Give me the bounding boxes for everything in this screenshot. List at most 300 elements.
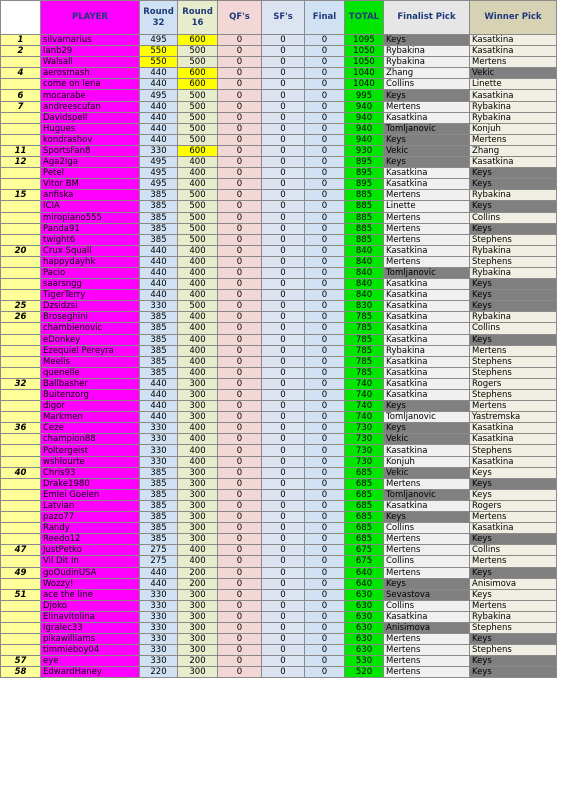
rank-cell [1, 267, 41, 278]
winner-pick-header: Winner Pick [470, 1, 557, 35]
round16-score: 400 [178, 434, 218, 445]
round32-score: 385 [140, 478, 178, 489]
table-row [1, 157, 557, 168]
table-row [1, 323, 557, 334]
round32-score: 440 [140, 401, 178, 412]
round32-score: 440 [140, 123, 178, 134]
winner-pick: Keys [470, 567, 557, 578]
player-name: eDonkey [41, 334, 140, 345]
player-name: anfiska [41, 190, 140, 201]
total-score: 675 [345, 556, 384, 567]
total-score: 630 [345, 634, 384, 645]
round32-score: 330 [140, 434, 178, 445]
round32-score: 440 [140, 112, 178, 123]
qf-score: 0 [218, 556, 262, 567]
table-row [1, 90, 557, 101]
round16-score: 500 [178, 234, 218, 245]
player-name: happydayhk [41, 256, 140, 267]
finalist-pick: Tomljanovic [384, 489, 470, 500]
player-name: Djoko [41, 600, 140, 611]
rank-header [1, 1, 41, 35]
table-row [1, 35, 557, 46]
player-name: aerosmash [41, 68, 140, 79]
winner-pick: Kasatkina [470, 90, 557, 101]
round32-score: 330 [140, 656, 178, 667]
rank-cell [1, 356, 41, 367]
sf-score: 0 [262, 79, 305, 90]
player-name: miropiano555 [41, 212, 140, 223]
winner-pick: Rybakina [470, 112, 557, 123]
finalist-pick: Tomljanovic [384, 412, 470, 423]
sf-score: 0 [262, 223, 305, 234]
player-name: Aga2Iga [41, 157, 140, 168]
player-name: Markmen [41, 412, 140, 423]
winner-pick: Keys [470, 290, 557, 301]
player-name: Panda91 [41, 223, 140, 234]
total-header: TOTAL [345, 1, 384, 35]
rank-cell: 32 [1, 378, 41, 389]
round32-score: 440 [140, 290, 178, 301]
round32-score: 330 [140, 611, 178, 622]
table-row [1, 667, 557, 678]
finalist-pick: Kasatkina [384, 445, 470, 456]
round32-score: 550 [140, 46, 178, 57]
rank-cell: 25 [1, 301, 41, 312]
rank-cell [1, 179, 41, 190]
round32-score: 440 [140, 390, 178, 401]
final-score: 0 [305, 567, 345, 578]
sf-score: 0 [262, 600, 305, 611]
qf-score: 0 [218, 600, 262, 611]
table-row [1, 101, 557, 112]
player-name: kondrashov [41, 134, 140, 145]
final-score: 0 [305, 57, 345, 68]
rank-cell [1, 168, 41, 179]
rank-cell [1, 500, 41, 511]
winner-pick: Mertens [470, 134, 557, 145]
total-score: 840 [345, 267, 384, 278]
winner-pick: Keys [470, 589, 557, 600]
winner-pick: Kasatkina [470, 434, 557, 445]
player-header: PLAYER [41, 1, 140, 35]
finalist-pick: Mertens [384, 534, 470, 545]
final-score: 0 [305, 145, 345, 156]
finalist-pick: Collins [384, 600, 470, 611]
sf-score: 0 [262, 534, 305, 545]
sf-score: 0 [262, 567, 305, 578]
round16-score: 400 [178, 168, 218, 179]
final-score: 0 [305, 512, 345, 523]
table-row [1, 600, 557, 611]
sf-score: 0 [262, 578, 305, 589]
header-row [1, 1, 557, 35]
total-score: 530 [345, 656, 384, 667]
player-name: JustPetko [41, 545, 140, 556]
sf-score: 0 [262, 489, 305, 500]
round16-score: 400 [178, 157, 218, 168]
qf-score: 0 [218, 390, 262, 401]
qf-score: 0 [218, 667, 262, 678]
round32-score: 495 [140, 90, 178, 101]
rank-cell: 36 [1, 423, 41, 434]
round16-score: 300 [178, 378, 218, 389]
final-score: 0 [305, 223, 345, 234]
final-score: 0 [305, 434, 345, 445]
round32-score: 440 [140, 412, 178, 423]
finalist-pick: Keys [384, 35, 470, 46]
final-score: 0 [305, 212, 345, 223]
round16-score: 400 [178, 245, 218, 256]
table-row [1, 312, 557, 323]
round32-score: 385 [140, 201, 178, 212]
qf-score: 0 [218, 190, 262, 201]
total-score: 685 [345, 489, 384, 500]
round16-score: 400 [178, 334, 218, 345]
finalist-pick: Tomljanovic [384, 123, 470, 134]
final-score: 0 [305, 123, 345, 134]
finalist-pick: Collins [384, 556, 470, 567]
round16-score: 400 [178, 323, 218, 334]
total-score: 630 [345, 622, 384, 633]
winner-pick: Rogers [470, 500, 557, 511]
final-score: 0 [305, 168, 345, 179]
rank-cell [1, 201, 41, 212]
rank-cell [1, 234, 41, 245]
final-score: 0 [305, 68, 345, 79]
rank-cell [1, 600, 41, 611]
round16-score: 500 [178, 112, 218, 123]
winner-pick: Mertens [470, 401, 557, 412]
rank-cell [1, 256, 41, 267]
round16-score: 400 [178, 290, 218, 301]
qf-score: 0 [218, 545, 262, 556]
qf-score: 0 [218, 223, 262, 234]
round16-score: 600 [178, 145, 218, 156]
table-row [1, 434, 557, 445]
round32-score: 440 [140, 578, 178, 589]
qf-score: 0 [218, 267, 262, 278]
finalist-pick: Kasatkina [384, 301, 470, 312]
round32-score: 385 [140, 356, 178, 367]
table-row [1, 656, 557, 667]
rank-cell [1, 512, 41, 523]
sf-score: 0 [262, 245, 305, 256]
finalist-pick: Kasatkina [384, 500, 470, 511]
player-name: mocarabe [41, 90, 140, 101]
total-score: 675 [345, 545, 384, 556]
winner-pick: Collins [470, 212, 557, 223]
final-score: 0 [305, 157, 345, 168]
total-score: 885 [345, 212, 384, 223]
winner-pick: Konjuh [470, 123, 557, 134]
rank-cell: 1 [1, 35, 41, 46]
sf-score: 0 [262, 456, 305, 467]
table-row [1, 534, 557, 545]
final-score: 0 [305, 301, 345, 312]
total-score: 785 [345, 334, 384, 345]
table-row [1, 79, 557, 90]
total-score: 895 [345, 168, 384, 179]
player-name: goOudinUSA [41, 567, 140, 578]
qf-score: 0 [218, 467, 262, 478]
qf-score: 0 [218, 589, 262, 600]
total-score: 630 [345, 600, 384, 611]
total-score: 740 [345, 401, 384, 412]
final-score: 0 [305, 323, 345, 334]
total-score: 785 [345, 356, 384, 367]
winner-pick: Mertens [470, 600, 557, 611]
rank-cell: 2 [1, 46, 41, 57]
round16-score: 300 [178, 622, 218, 633]
player-name: ace the line [41, 589, 140, 600]
finalist-pick: Vekic [384, 434, 470, 445]
final-score: 0 [305, 545, 345, 556]
qf-score: 0 [218, 301, 262, 312]
qf-score: 0 [218, 68, 262, 79]
round16-score: 500 [178, 101, 218, 112]
final-score: 0 [305, 634, 345, 645]
final-score: 0 [305, 134, 345, 145]
winner-pick: Keys [470, 301, 557, 312]
total-score: 685 [345, 534, 384, 545]
qf-score: 0 [218, 145, 262, 156]
sf-score: 0 [262, 412, 305, 423]
round32-score: 385 [140, 367, 178, 378]
player-name: Wozzy! [41, 578, 140, 589]
rank-cell [1, 523, 41, 534]
total-score: 740 [345, 412, 384, 423]
rank-cell: 47 [1, 545, 41, 556]
qf-score: 0 [218, 434, 262, 445]
table-row [1, 345, 557, 356]
final-score: 0 [305, 489, 345, 500]
finalist-pick: Kasatkina [384, 611, 470, 622]
round32-score: 330 [140, 423, 178, 434]
winner-pick: Kasatkina [470, 523, 557, 534]
final-score: 0 [305, 234, 345, 245]
rank-cell: 4 [1, 68, 41, 79]
final-score: 0 [305, 90, 345, 101]
rank-cell [1, 323, 41, 334]
round16-score: 500 [178, 134, 218, 145]
qf-score: 0 [218, 445, 262, 456]
qf-score: 0 [218, 489, 262, 500]
player-name: Crux Squall [41, 245, 140, 256]
qf-score: 0 [218, 112, 262, 123]
finalist-pick: Keys [384, 401, 470, 412]
total-score: 1050 [345, 57, 384, 68]
table-row [1, 134, 557, 145]
rank-cell: 7 [1, 101, 41, 112]
winner-pick: Rogers [470, 378, 557, 389]
rank-cell: 57 [1, 656, 41, 667]
winner-pick: Kasatkina [470, 157, 557, 168]
total-score: 730 [345, 456, 384, 467]
player-name: Drake1980 [41, 478, 140, 489]
finalist-pick: Rybakina [384, 57, 470, 68]
rank-cell: 15 [1, 190, 41, 201]
qf-score: 0 [218, 423, 262, 434]
qf-score: 0 [218, 134, 262, 145]
finalist-pick: Kasatkina [384, 112, 470, 123]
qf-score: 0 [218, 179, 262, 190]
final-score: 0 [305, 589, 345, 600]
round32-score: 385 [140, 190, 178, 201]
winner-pick: Kasatkina [470, 423, 557, 434]
finalist-pick: Zhang [384, 68, 470, 79]
round32-score: 495 [140, 157, 178, 168]
rank-cell [1, 401, 41, 412]
rank-cell [1, 622, 41, 633]
total-score: 630 [345, 589, 384, 600]
round32-score: 330 [140, 600, 178, 611]
winner-pick: Keys [470, 179, 557, 190]
table-row [1, 256, 557, 267]
table-row [1, 423, 557, 434]
player-name: Walsall [41, 57, 140, 68]
final-score: 0 [305, 312, 345, 323]
qf-score: 0 [218, 256, 262, 267]
round16-score: 200 [178, 656, 218, 667]
table-row [1, 168, 557, 179]
total-score: 685 [345, 467, 384, 478]
total-score: 895 [345, 157, 384, 168]
rank-cell [1, 334, 41, 345]
rank-cell [1, 534, 41, 545]
finalist-pick: Kasatkina [384, 168, 470, 179]
player-name: Randy [41, 523, 140, 534]
round32-score: 440 [140, 134, 178, 145]
finalist-pick: Kasatkina [384, 356, 470, 367]
round16-score: 300 [178, 401, 218, 412]
winner-pick: Keys [470, 467, 557, 478]
total-score: 740 [345, 378, 384, 389]
finalist-pick: Mertens [384, 478, 470, 489]
round32-score: 440 [140, 101, 178, 112]
total-score: 685 [345, 500, 384, 511]
table-row [1, 512, 557, 523]
final-score: 0 [305, 667, 345, 678]
rank-cell [1, 390, 41, 401]
total-score: 785 [345, 367, 384, 378]
table-row [1, 68, 557, 79]
sf-score: 0 [262, 356, 305, 367]
round32-score: 330 [140, 301, 178, 312]
round16-score: 300 [178, 534, 218, 545]
round32-score: 220 [140, 667, 178, 678]
player-name: Vitor BM [41, 179, 140, 190]
final-score: 0 [305, 423, 345, 434]
rank-cell [1, 112, 41, 123]
player-name: champion88 [41, 434, 140, 445]
finalist-pick: Kasatkina [384, 378, 470, 389]
round16-score: 300 [178, 512, 218, 523]
round16-score: 400 [178, 312, 218, 323]
sf-score: 0 [262, 201, 305, 212]
round32-score: 440 [140, 256, 178, 267]
finalist-pick: Keys [384, 90, 470, 101]
round16-score: 500 [178, 301, 218, 312]
total-score: 640 [345, 567, 384, 578]
round16-score: 300 [178, 500, 218, 511]
final-score: 0 [305, 201, 345, 212]
rank-cell [1, 611, 41, 622]
round16-score: 500 [178, 223, 218, 234]
finalist-pick: Collins [384, 79, 470, 90]
table-row [1, 412, 557, 423]
finalist-pick: Keys [384, 157, 470, 168]
finalist-pick: Kasatkina [384, 334, 470, 345]
total-score: 885 [345, 201, 384, 212]
round32-score: 330 [140, 145, 178, 156]
player-name: EdwardHaney [41, 667, 140, 678]
table-row [1, 567, 557, 578]
sf-score: 0 [262, 467, 305, 478]
finalist-pick: Keys [384, 512, 470, 523]
finalist-pick: Kasatkina [384, 323, 470, 334]
finalist-pick: Kasatkina [384, 290, 470, 301]
winner-pick: Keys [470, 667, 557, 678]
player-name: Pacio [41, 267, 140, 278]
winner-pick: Collins [470, 545, 557, 556]
round16-score: 500 [178, 46, 218, 57]
player-name: Emlei Goelen [41, 489, 140, 500]
rank-cell [1, 223, 41, 234]
round32-score: 550 [140, 57, 178, 68]
sf-score: 0 [262, 168, 305, 179]
finalist-pick: Kasatkina [384, 367, 470, 378]
finalist-pick: Mertens [384, 234, 470, 245]
winner-pick: Linette [470, 79, 557, 90]
winner-pick: Yastremska [470, 412, 557, 423]
round32-score: 385 [140, 323, 178, 334]
sf-score: 0 [262, 622, 305, 633]
player-name: SportsFan8 [41, 145, 140, 156]
total-score: 730 [345, 423, 384, 434]
final-score: 0 [305, 390, 345, 401]
finalist-pick: Mertens [384, 223, 470, 234]
sf-score: 0 [262, 500, 305, 511]
round16-score: 500 [178, 201, 218, 212]
total-score: 940 [345, 112, 384, 123]
qf-score: 0 [218, 656, 262, 667]
sf-score: 0 [262, 667, 305, 678]
finalist-pick: Mertens [384, 656, 470, 667]
qf-score: 0 [218, 611, 262, 622]
total-score: 730 [345, 445, 384, 456]
table-row [1, 478, 557, 489]
round16-score: 300 [178, 634, 218, 645]
round16-score: 300 [178, 667, 218, 678]
winner-pick: Vekic [470, 68, 557, 79]
round16-score: 400 [178, 445, 218, 456]
player-name: Chris93 [41, 467, 140, 478]
table-row [1, 112, 557, 123]
final-score: 0 [305, 35, 345, 46]
round32-score: 440 [140, 68, 178, 79]
final-header: Final [305, 1, 345, 35]
round16-score: 300 [178, 412, 218, 423]
qf-header: QF's [218, 1, 262, 35]
player-name: wshlourte [41, 456, 140, 467]
finalist-pick: Mertens [384, 567, 470, 578]
winner-pick: Keys [470, 534, 557, 545]
total-score: 885 [345, 223, 384, 234]
winner-pick: Rybakina [470, 101, 557, 112]
rank-cell [1, 290, 41, 301]
round16-score: 400 [178, 345, 218, 356]
winner-pick: Keys [470, 656, 557, 667]
